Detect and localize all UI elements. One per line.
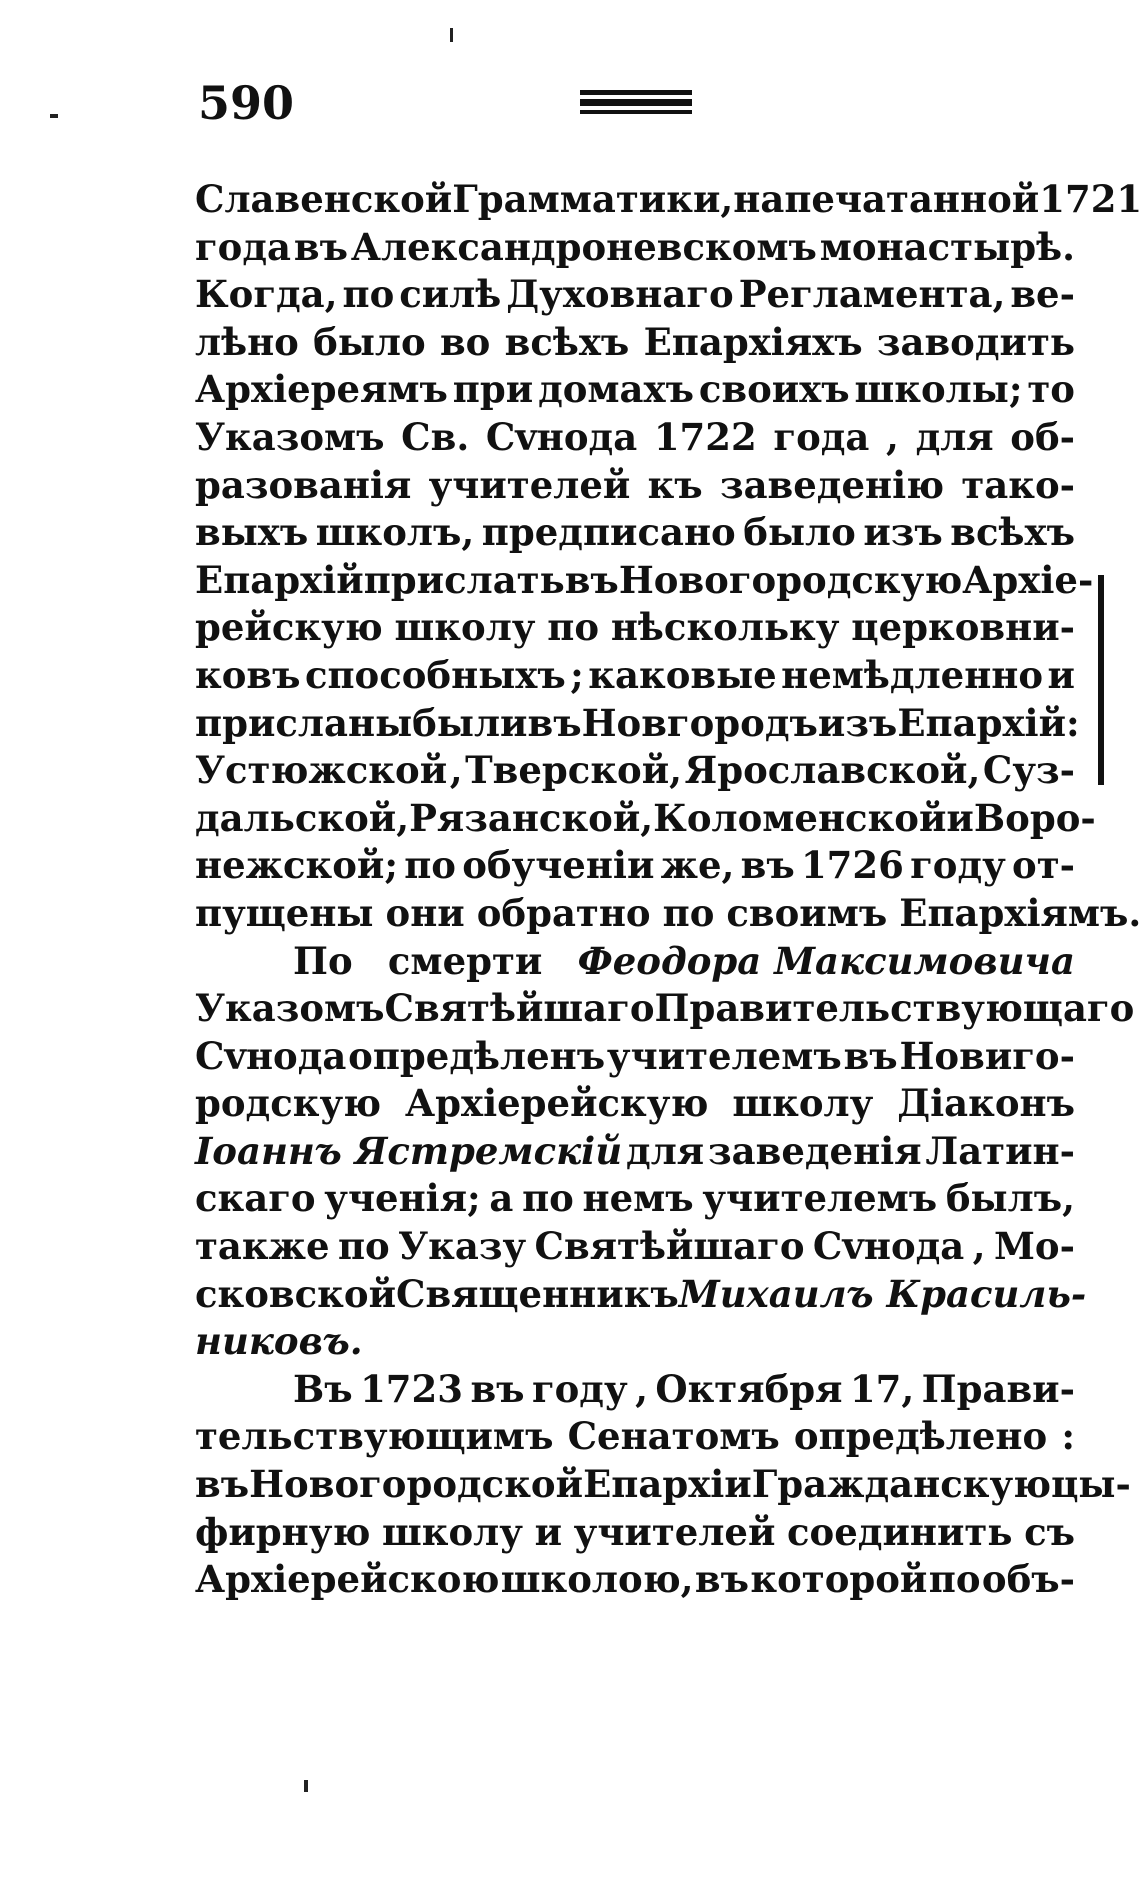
- word: то: [1027, 367, 1075, 412]
- word: 1723: [360, 1366, 464, 1411]
- word: Мо-: [993, 1224, 1075, 1269]
- text-line: [195, 366, 1075, 414]
- ornament-rule-bottom: [580, 110, 692, 114]
- italic-name: Іоаннъ Ястремскій: [195, 1128, 623, 1173]
- word: Священникъ: [396, 1271, 679, 1316]
- text-line: [195, 938, 1075, 986]
- word: ковъ: [195, 652, 301, 697]
- text-line: [195, 509, 1075, 557]
- word: ;: [570, 652, 584, 697]
- word: ,: [449, 748, 463, 793]
- text-line: [195, 224, 1075, 272]
- word: Сvнода: [812, 1224, 965, 1269]
- word: 1722: [653, 414, 757, 459]
- word: и: [534, 1509, 563, 1554]
- word: ве-: [1010, 272, 1075, 317]
- word: при: [452, 367, 534, 412]
- word: въ: [470, 1366, 525, 1411]
- word: году: [910, 843, 1006, 888]
- word: года: [195, 224, 291, 269]
- word: церковни-: [851, 605, 1075, 650]
- word: Суз-: [982, 748, 1075, 793]
- word: домахъ: [538, 367, 694, 412]
- word: нежской;: [195, 843, 399, 888]
- word: въ: [527, 700, 582, 745]
- word: силѣ: [399, 272, 502, 317]
- text-line: [195, 1318, 1075, 1366]
- word: Когда,: [195, 272, 338, 317]
- word: Святѣйшаго: [534, 1224, 805, 1269]
- text-line: [195, 1175, 1075, 1223]
- word: Епархіяхъ: [643, 319, 863, 364]
- text-line: [195, 1128, 1075, 1176]
- word: было: [313, 319, 426, 364]
- word: Епархій: [195, 557, 364, 602]
- word: учителей: [573, 1509, 776, 1554]
- word: по: [404, 843, 456, 888]
- word: Указу: [398, 1224, 527, 1269]
- word: году: [531, 1366, 628, 1411]
- word: заведенію: [719, 462, 945, 507]
- word: всѣхъ: [950, 510, 1075, 555]
- text-line: [195, 1509, 1075, 1557]
- word: школъ,: [315, 510, 475, 555]
- word: Сvнода: [485, 414, 638, 459]
- word: во: [439, 319, 491, 364]
- word: опредѣлено: [793, 1414, 1048, 1459]
- text-line: [195, 985, 1135, 1033]
- word: школу: [394, 605, 536, 650]
- word: школы;: [854, 367, 1023, 412]
- word: Указомъ: [195, 986, 385, 1031]
- word: Св.: [401, 414, 470, 459]
- word: Въ: [293, 1366, 353, 1411]
- word: Архіерейскою: [195, 1557, 500, 1602]
- word: школу: [732, 1081, 874, 1126]
- text-line: [195, 1461, 1131, 1509]
- word: учителемъ: [606, 1033, 842, 1078]
- word: учителемъ: [702, 1176, 938, 1221]
- text-line: [195, 1033, 1075, 1081]
- header-ornament: [580, 90, 692, 114]
- word: монастырѣ.: [819, 224, 1075, 269]
- word: фирную: [195, 1509, 371, 1554]
- page-number: 590: [198, 76, 295, 130]
- word: и: [946, 795, 974, 840]
- word: объ-: [981, 1557, 1075, 1602]
- word: Латин-: [925, 1128, 1075, 1173]
- word: Епархій:: [897, 700, 1080, 745]
- italic-name: Михаилъ Красиль-: [678, 1271, 1087, 1316]
- word: напечатанной: [733, 177, 1040, 221]
- italic-name: никовъ.: [195, 1319, 363, 1364]
- text-line: [195, 271, 1075, 319]
- text-line: [195, 700, 1080, 748]
- word: нѣскольку: [610, 605, 840, 650]
- word: Воро-: [973, 795, 1096, 840]
- word: лѣно: [195, 319, 299, 364]
- word: 1726: [800, 843, 904, 888]
- text-line: [195, 1413, 1075, 1461]
- word: выхъ: [195, 510, 309, 555]
- word: по: [342, 272, 395, 317]
- word: заводить: [876, 319, 1075, 364]
- word: ученія;: [324, 1176, 481, 1221]
- word: Архіерейскую: [405, 1081, 709, 1126]
- word: По: [293, 938, 353, 983]
- text-line: [195, 1556, 1075, 1604]
- word: Новогородскую: [618, 557, 963, 602]
- word: сковской: [195, 1271, 397, 1316]
- word: немъ: [582, 1176, 694, 1221]
- word: обратно: [476, 890, 651, 935]
- word: способныхъ: [304, 652, 566, 697]
- word: скаго: [195, 1176, 316, 1221]
- word: изъ: [817, 700, 898, 745]
- word: изъ: [863, 510, 943, 555]
- word: тако-: [961, 462, 1075, 507]
- word: Устюжской: [195, 748, 448, 793]
- word: Гражданскую: [751, 1462, 1052, 1507]
- margin-mark: [1098, 575, 1104, 785]
- word: Прави-: [921, 1366, 1075, 1411]
- word: Новогородской: [249, 1462, 584, 1507]
- word: всѣхъ: [504, 319, 630, 364]
- scan-speck: [50, 114, 58, 118]
- word: а: [489, 1176, 514, 1221]
- word: каковые: [588, 652, 777, 697]
- word: Архіереямъ: [195, 367, 448, 412]
- word: соединить: [787, 1509, 1013, 1554]
- word: прислать: [363, 557, 565, 602]
- word: и: [1047, 652, 1075, 697]
- word: они: [385, 890, 465, 935]
- body-text: [195, 176, 1142, 1604]
- word: своимъ: [726, 890, 888, 935]
- italic-name: Феодора Максимовича: [577, 938, 1075, 983]
- word: предписано: [481, 510, 736, 555]
- word: Славенской: [195, 177, 453, 221]
- word: въ: [564, 557, 619, 602]
- word: для: [626, 1128, 705, 1173]
- word: Діаконъ: [897, 1081, 1075, 1126]
- word: Грамматики,: [452, 177, 734, 221]
- word: Александроневскомъ: [350, 224, 817, 269]
- word: тельствующимъ: [195, 1414, 554, 1459]
- word: Епархіи: [583, 1462, 752, 1507]
- word: ,: [635, 1366, 648, 1411]
- word: Ярославской,: [684, 748, 981, 793]
- word: смерти: [387, 938, 543, 983]
- word: въ: [293, 224, 348, 269]
- ornament-rule-middle: [580, 99, 692, 106]
- word: рейскую: [195, 605, 383, 650]
- word: Епархіямъ.: [899, 890, 1142, 935]
- word: по: [547, 605, 600, 650]
- word: 1721: [1039, 177, 1142, 221]
- word: разованія: [195, 462, 412, 507]
- word: 17,: [849, 1366, 915, 1411]
- text-line: [195, 1366, 1075, 1414]
- text-line: [195, 747, 1075, 795]
- word: учителей: [428, 462, 631, 507]
- text-line: [195, 557, 1094, 605]
- word: ,: [886, 414, 899, 459]
- word: Правительствующаго: [654, 986, 1135, 1031]
- word: Сvнода: [195, 1033, 347, 1078]
- text-line: [195, 1271, 1087, 1319]
- word: пущены: [195, 890, 374, 935]
- text-line: [195, 1080, 1075, 1128]
- word: года: [773, 414, 870, 459]
- word: съ: [1024, 1509, 1075, 1554]
- text-line: [195, 652, 1075, 700]
- word: же,: [660, 843, 735, 888]
- word: въ: [694, 1557, 749, 1602]
- word: своихъ: [698, 367, 850, 412]
- word: по: [522, 1176, 574, 1221]
- word: дальской,: [195, 795, 410, 840]
- word: от-: [1012, 843, 1075, 888]
- word: также: [195, 1224, 330, 1269]
- word: :: [1061, 1414, 1075, 1459]
- text-line: [195, 319, 1075, 367]
- word: въ: [195, 1462, 250, 1507]
- word: въ: [843, 1033, 898, 1078]
- text-line: [195, 176, 1142, 224]
- text-line: [195, 842, 1075, 890]
- word: Сенатомъ: [567, 1414, 780, 1459]
- text-line: [195, 414, 1075, 462]
- word: къ: [647, 462, 703, 507]
- word: Новгородъ: [581, 700, 818, 745]
- word: родскую: [195, 1081, 382, 1126]
- text-line: [195, 890, 1142, 938]
- word: школою,: [500, 1557, 694, 1602]
- word: присланы: [195, 700, 413, 745]
- word: Регламента,: [738, 272, 1006, 317]
- word: для: [915, 414, 994, 459]
- word: былъ,: [945, 1176, 1075, 1221]
- word: Октября: [655, 1366, 843, 1411]
- text-line: [195, 604, 1075, 652]
- word: Коломенской: [653, 795, 947, 840]
- word: об-: [1010, 414, 1075, 459]
- word: Святѣйшаго: [384, 986, 655, 1031]
- word: были: [412, 700, 528, 745]
- word: Духовнаго: [506, 272, 734, 317]
- word: которой: [750, 1557, 928, 1602]
- word: по: [662, 890, 715, 935]
- word: по: [337, 1224, 390, 1269]
- word: Рязанской,: [409, 795, 654, 840]
- word: по: [928, 1557, 981, 1602]
- text-line: [195, 1223, 1075, 1271]
- word: цы-: [1051, 1462, 1131, 1507]
- scan-speck: [304, 1780, 308, 1792]
- word: Тверской,: [465, 748, 683, 793]
- word: Указомъ: [195, 414, 385, 459]
- text-line: [195, 795, 1096, 843]
- word: Новиго-: [899, 1033, 1075, 1078]
- word: школу: [382, 1509, 523, 1554]
- word: въ: [740, 843, 795, 888]
- word: было: [743, 510, 856, 555]
- text-line: [195, 462, 1075, 510]
- word: немѣдленно: [781, 652, 1044, 697]
- word: опредѣленъ: [348, 1033, 606, 1078]
- ornament-rule-top: [580, 90, 692, 95]
- word: заведенія: [708, 1128, 922, 1173]
- scan-speck: [450, 28, 453, 42]
- word: Архіе-: [962, 557, 1094, 602]
- word: обученіи: [462, 843, 655, 888]
- word: ,: [972, 1224, 986, 1269]
